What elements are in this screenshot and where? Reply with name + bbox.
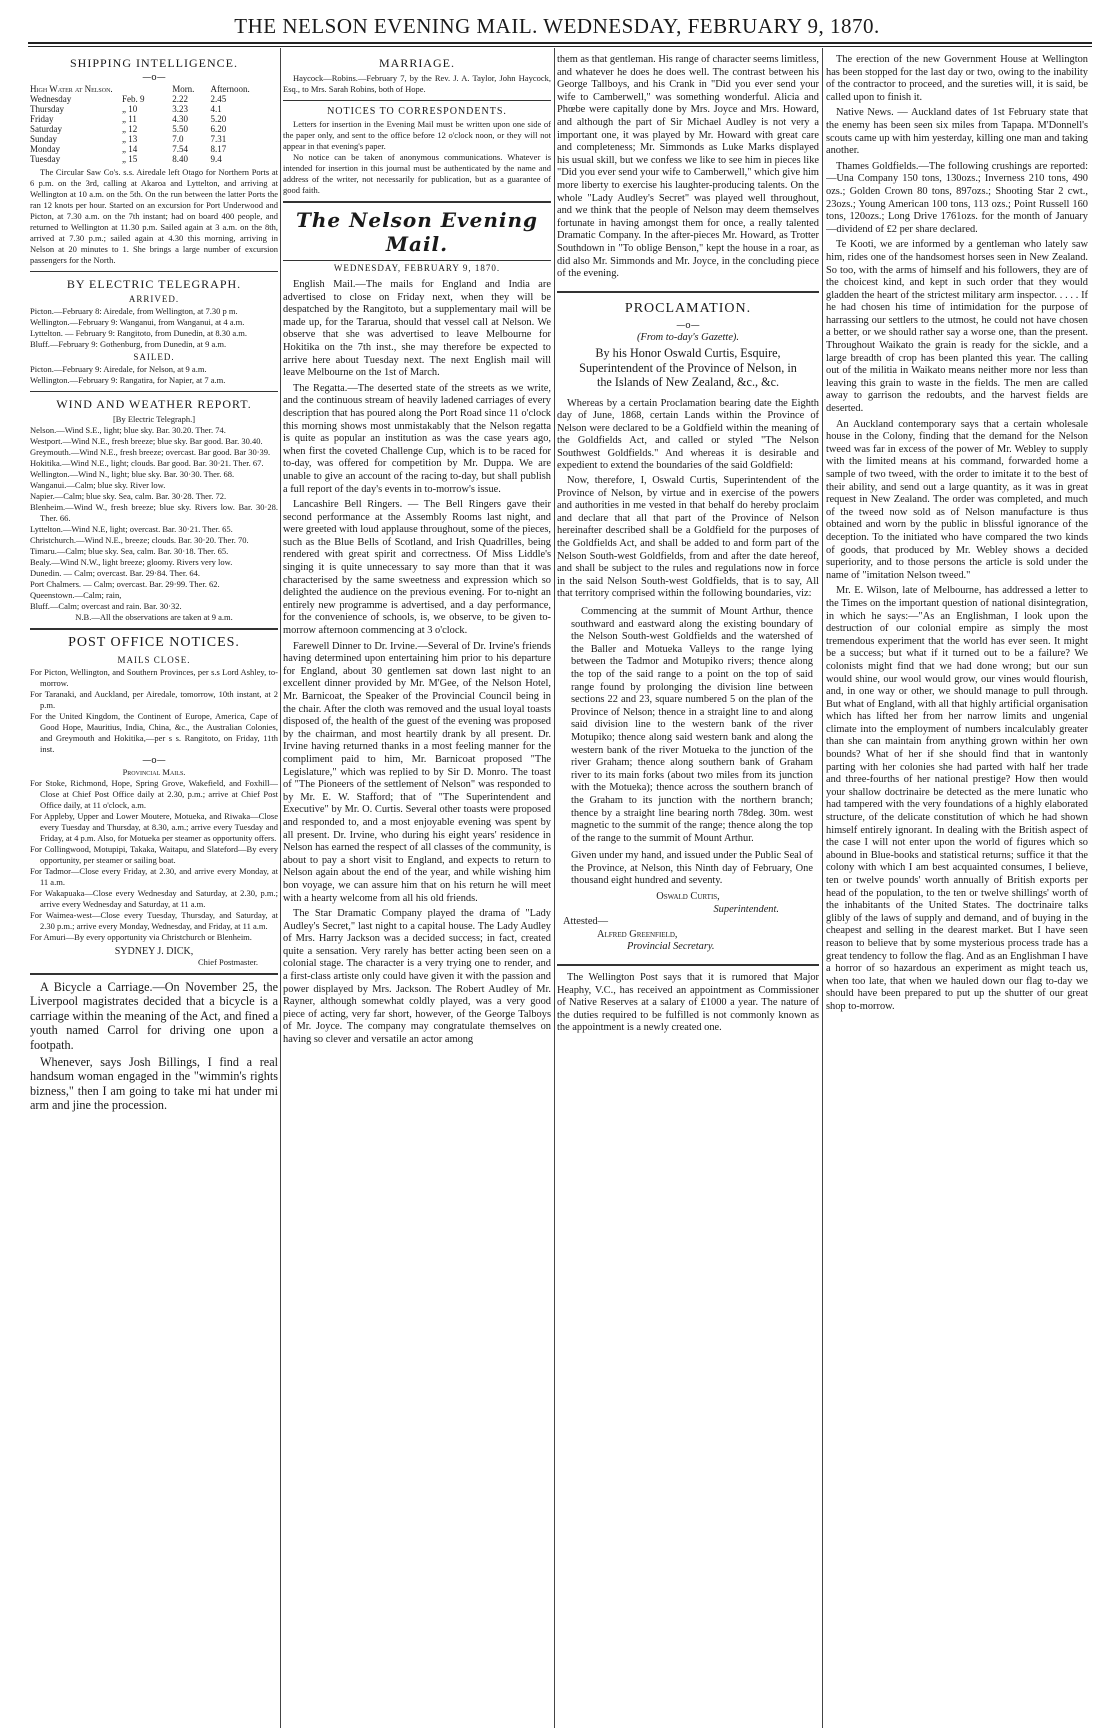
article-paragraph: Te Kooti, we are informed by a gentleman who lately saw him, rides one of the handsomest horses seen in New Zealand. So too, with the arms of himself and his followers, they are of the choicest kind, and kept in such order that they would gladden the heart of the strictest military arm inspector. . . . . If he had chosen his time of intimidation for the purpose of harrassing our settlers to the utmost, he could not have chosen a better, or we should rather say a worse one, than the present. Throughout Waikato the grain is ready for the sickle, and a large breadth of crop has been planted this year. The calling out of the militia in Waikato means neither more nor less than leaving this grain to waste in the fields. The men are called away to garrison the redoubts, and the harvest fields are deserted. bbox=[826, 239, 1088, 415]
signature: Oswald Curtis, bbox=[656, 891, 720, 903]
table-cell: 7.54 bbox=[172, 144, 188, 154]
proclamation-source: (From to-day's Gazette). bbox=[637, 331, 739, 343]
table-header: Morn. bbox=[172, 84, 195, 94]
subheading: MAILS CLOSE. bbox=[117, 655, 191, 665]
divider bbox=[30, 973, 278, 975]
masthead bbox=[0, 0, 1114, 39]
divider bbox=[30, 628, 278, 630]
table-cell: Friday bbox=[30, 114, 54, 124]
article-paragraph: The erection of the new Government House at Wellington has been stopped for the last day or two, owing to the inability of the contractor to proceed, and the sureties will, it is said, be called upon to finish it. bbox=[826, 54, 1088, 103]
subheading: SAILED. bbox=[133, 352, 175, 362]
section-heading: WIND AND WEATHER REPORT. bbox=[56, 397, 252, 411]
section-heading: BY ELECTRIC TELEGRAPH. bbox=[66, 277, 242, 291]
table-cell: 7.0 bbox=[172, 134, 184, 144]
list-item: Blenheim.—Wind W., fresh breeze; blue sky. Rivers low. Bar. 30·28. Ther. 66. bbox=[30, 502, 278, 523]
list-item: Port Chalmers. — Calm; overcast. Bar. 29·99. Ther. 62. bbox=[30, 579, 220, 589]
table-cell: „ 12 bbox=[122, 124, 138, 134]
table-header-row bbox=[30, 84, 278, 94]
table-cell: Sunday bbox=[30, 134, 57, 144]
newspaper-flag: The Nelson Evening Mail. bbox=[295, 208, 539, 256]
proclamation-by: By his Honor Oswald Curtis, Esquire, Superintendent of the Province of Nelson, in the Islands of New Zealand, &c., &c. bbox=[579, 346, 797, 390]
article-paragraph: Native News. — Auckland dates of 1st February state that the enemy has been seen six miles from Tapapa. M'Donnell's scouts came up with him yesterday, killing one man and taking another. bbox=[826, 107, 1088, 157]
column-2 bbox=[283, 54, 551, 1730]
masthead-rule-thin bbox=[28, 46, 1092, 47]
column-4 bbox=[826, 54, 1088, 1730]
table-cell: „ 11 bbox=[122, 114, 137, 124]
list-item: Hokitika.—Wind N.E., light; clouds. Bar good. Bar. 30·21. Ther. 67. bbox=[30, 458, 264, 468]
notice-paragraph: Letters for insertion in the Evening Mail must be written upon one side of the paper only, and sent to the office before 12 o'clock noon, or they will not appear in that evening's paper. bbox=[283, 119, 551, 151]
list-item: Lyttelton.—Wind N.E, light; overcast. Bar. 30·21. Ther. 65. bbox=[30, 524, 233, 534]
table-cell: „ 15 bbox=[122, 154, 138, 164]
column-divider bbox=[280, 48, 281, 1728]
newspaper-title: THE NELSON EVENING MAIL. WEDNESDAY, FEBRUARY 9, 1870. bbox=[234, 14, 880, 38]
list-item: Wanganui.—Calm; blue sky. River low. bbox=[30, 480, 166, 490]
separator: —o— bbox=[142, 73, 166, 83]
masthead-rule bbox=[28, 42, 1092, 44]
article-paragraph: A Bicycle a Carriage.—On November 25, the Liverpool magistrates decided that a bicycle is a carriage within the meaning of the Act, and fined a youth named Carrol for driving one upon a footpath. bbox=[30, 980, 278, 1052]
divider bbox=[30, 271, 278, 272]
table-cell: Monday bbox=[30, 144, 60, 154]
table-cell: Saturday bbox=[30, 124, 62, 134]
article-paragraph: An Auckland contemporary says that a certain wholesale house in the Colony, finding that the demand for the Nelson tweed was far in excess of the power of Mr. Webley to supply with the limited means at his command, forwarded home a sample of two tweed, with the order to imitate it to the best of their ability, and send out a large quantity, as it was in great request in New Zealand. The order was completed, and much of the tweed now sold as of Nelson manufacture is thus obtained and worn by the public in blissful ignorance of the deception. To the initiated who have compared the two kinds of goods, that produced by Mr. Webley shows a decided superiority, and to those persons the article is sold under the name of "imitation Nelson tweed." bbox=[826, 418, 1088, 581]
table-cell: „ 14 bbox=[122, 144, 138, 154]
table-cell: 8.17 bbox=[210, 144, 227, 154]
table-cell: Wednesday bbox=[30, 94, 72, 104]
table-row bbox=[30, 124, 278, 134]
list-item: Picton.—February 8: Airedale, from Wellington, at 7.30 p m. bbox=[30, 306, 238, 316]
table-cell: 9.4 bbox=[210, 154, 222, 164]
table-row bbox=[30, 154, 278, 164]
section-heading: NOTICES TO CORRESPONDENTS. bbox=[327, 106, 507, 117]
table-cell: 4.30 bbox=[172, 114, 188, 124]
column-divider bbox=[822, 48, 823, 1728]
list-item: For Picton, Wellington, and Southern Provinces, per s.s Lord Ashley, to-morrow. bbox=[30, 667, 278, 688]
divider bbox=[283, 201, 551, 203]
list-item: Bluff.—Calm; overcast and rain. Bar. 30·32. bbox=[30, 601, 182, 611]
notice-paragraph: Haycock—Robins.—February 7, by the Rev. J. A. Taylor, John Haycock, Esq., to Mrs. Sarah Robins, both of Hope. bbox=[283, 73, 551, 94]
divider bbox=[283, 260, 551, 261]
list-item: Timaru.—Calm; blue sky. Sea, calm. Bar. 30·18. Ther. 65. bbox=[30, 546, 229, 556]
subheading: Provincial Mails. bbox=[122, 767, 186, 777]
list-item: For Wakapuaka—Close every Wednesday and Saturday, at 2.30, p.m.; arrive every Wednesday and Saturday, at 11 a.m. bbox=[30, 888, 278, 909]
dateline: WEDNESDAY, FEBRUARY 9, 1870. bbox=[333, 263, 501, 273]
article-paragraph: The Wellington Post says that it is rumored that Major Heaphy, V.C., has received an appointment as Commissioner of Native Reserves at a salary of £1000 a year. The nature of the duties required to be fulfilled is not commonly known as the appointment is a newly created one. bbox=[557, 972, 819, 1034]
table-cell: 8.40 bbox=[172, 154, 188, 164]
table-row bbox=[30, 144, 278, 154]
table-header: Afternoon. bbox=[210, 84, 250, 94]
proclamation-boundary: Commencing at the summit of Mount Arthur, thence southward and eastward along the existing boundary of the Nelson South-west Goldfields and the watershed of the Baller and Motueka Valleys to the range lying between the Tadmor and Motupiko rivers; thence along the top of the said range to a point on the top of said range found by prolonging the division line between sections 22 and 23, square numbered 5 on the plan of the Province of Nelson; thence in a straight line to and along said division line to the western bank of the river Motupiko; thence along said western bank and along the western bank of the river Motueka to the junction of the river Graham; thence along southern bank of Graham river to its main forks (about two miles from its junction with the Motueka); thence across the southern branch of the Graham to its junction with the northern branch; thence by a straight line bearing north 78deg. 30m. west magnetic to the summit of the range; thence along the top of the range to the summit of Mount Arthur. bbox=[571, 606, 813, 844]
article-paragraph: The Star Dramatic Company played the drama of "Lady Audley's Secret," last night to a capital house. The Lady Audley of Mrs. Harry Jackson was a decided success; in fact, created quite a sensation. Very rarely has better acting been seen on a colonial stage. The character is a very trying one to render, and a first-class artiste only could have given it with the passion and power displayed by Mrs. Jackson. The Robert Audley of Mr. Rayner, although somewhat coldly played, was a very good piece of acting, very far short, however, of the George Talboys of Mr. Joyce. The company may congratulate themselves on having so clever and versatile an actor among bbox=[283, 908, 551, 1046]
weather-note: N.B.—All the observations are taken at 9 a.m. bbox=[75, 612, 233, 622]
divider bbox=[557, 964, 819, 966]
table-header: High Water at Nelson. bbox=[30, 84, 113, 94]
list-item: Bealy.—Wind N.W., light breeze; gloomy. Rivers very low. bbox=[30, 557, 233, 567]
attested-label: Attested— bbox=[563, 916, 609, 928]
article-paragraph: Farewell Dinner to Dr. Irvine.—Several of Dr. Irvine's friends having determined upon entertaining him prior to his departure for England, about 30 gentlemen sat down last night to an excellent dinner provided by Mr. M'Gee, of the Nelson Hotel, Mr. Barnicoat, the Speaker of the Provincial Council being in the chair. After the cloth was removed and the usual loyal toasts disposed of, the health of the guest of the evening was proposed by the chairman, and most heartily drank by all present. Dr. Irvine having returned thanks in a most feeling manner for the compliment paid to him, Mr. Barnicoat proposed "The Legislature," which was replied to by Sir D. Monro. The toast of "The Pioneers of the settlement of Nelson" was responded to by Mr. E. W. Stafford; that of "The Superintendent and Executive" by Mr. O. Curtis. Several other toasts were proposed and responded to, and a most enjoyable evening was spent by all present. Dr. Irvine, who during his eight years' residence in Nelson has earned the respect of all classes of the community, is about to pay a short visit to England, and expects to return to Nelson again about the end of the year, and while wishing him bon voyage, we can assure him that on his return he will meet with a hearty welcome from all his old friends. bbox=[283, 640, 551, 904]
column-1 bbox=[30, 54, 278, 1730]
subheading: [By Electric Telegraph.] bbox=[112, 414, 196, 424]
list-item: Wellington.—February 9: Rangatira, for Napier, at 7 a.m. bbox=[30, 375, 226, 385]
article-paragraph: Mr. E. Wilson, late of Melbourne, has addressed a letter to the Times on the important question of national disintegration, in which he says:—"As an Englishman, I look upon the destruction of our colonial empire as simply the most tremendous experiment that the world has ever seen. It might be a success; but what if it turned out to be a failure? We colonists might find that we had done wrong; but our sun would shine, our wool would grow, our vines would flourish, and, in one way or other, we should manage to pull through. But what of England, with all that highly artificial organisation which has lifted her from her narrow limits and ungenial climate into the employment of numbers incalculably greater than she can maintain from anything grown within her own bounds? What of her if she should find that in wantonly parting with her colonies she had parted with half her trade and three-fourths of her national prestige? How then would your shallow doctrinaire be detected as the mere lunatic who had tampered with the very foundations of a highly elaborated structure, of the delicate constitution of which he had shown himself entirely ignorant. In dealing with the British aspect of the case I will not enter upon the world of figures which so abound in Blue-books and statistical returns; suffice it that the colony with which I am best acquainted consumes, I believe, ten or twelve pounds' worth annually of British exports per head of the population, to the ten or twelve shillings' worth of the inhabitants of the United States. The doctrinaire talks glibly of the laws of supply and demand, and of buying in the cheapest and selling in the dearest market. But I have seen reason to believe that by some mysterious process trade has a great tendency to follow the flag. And as an Englishman I have a horror of so hazardous an experiment as might teach us, when too late, that when we hauled down our flag to-day we should have been prepared to put up the shutter of our great shop to-morrow. bbox=[826, 585, 1088, 1012]
section-heading: SHIPPING INTELLIGENCE. bbox=[70, 56, 238, 70]
article-paragraph: English Mail.—The mails for England and India are advertised to close on Friday next, when they will be despatched by the Rangitoto, but a supplementary mail will be made up, for the Tararua, should that vessel call at Nelson. We observe that she was advertised to leave Melbourne for Hokitika on the 7th inst., she may therefore be expected to arrive here about Tuesday next. The next English mail will leave Melbourne on the 1st of March. bbox=[283, 279, 551, 379]
table-cell: „ 10 bbox=[122, 104, 138, 114]
article-paragraph: Whenever, says Josh Billings, I find a real handsum woman engaged in the "wimmin's rights bizness," then I am going to take mi hat under mi arm and jine the procession. bbox=[30, 1055, 278, 1113]
notice-paragraph: No notice can be taken of anonymous communications. Whatever is intended for insertion in this journal must be authenticated by the name and address of the writer, not necessarily for publication, but as a guarantee of good faith. bbox=[283, 152, 551, 195]
section-heading: POST OFFICE NOTICES. bbox=[68, 635, 240, 650]
separator: —o— bbox=[142, 756, 166, 766]
proclamation-paragraph: Now, therefore, I, Oswald Curtis, Superintendent of the Province of Nelson, by virtue and in exercise of the powers and authorities in me vested in that behalf do hereby proclaim and declare that all that part of the Province of Nelson hereinafter described shall be a Goldfield for the purposes of the Goldfields Act, and shall be added to and form part of the Nelson South-west Goldfields, from and after the date hereof, and shall be subject to the rules and regulations now in force in the said Nelson South-west Goldfields, that is to say, All that territory comprised within the following boundaries, viz: bbox=[557, 475, 819, 600]
table-cell: Feb. 9 bbox=[122, 94, 145, 104]
section-heading: PROCLAMATION. bbox=[624, 300, 752, 316]
list-item: For Waimea-west—Close every Tuesday, Thursday, and Saturday, at 2.30 p.m.; arrive every Monday, Wednesday, and Friday, at 11 a.m. bbox=[30, 910, 278, 931]
article-paragraph: them as that gentleman. His range of character seems limitless, and whatever he does he does well. The contrast between his George Tallboys, and his Crank in "Did you ever send your wife to Camberwell," was something wonderful. Alicia and Phœbe were capitally done by Mrs. Joyce and Mrs. Howard, and although the part of Sir Michael Audley is not very a important one, it was played by Mr. Howard with great care and completeness; Mr. Simmonds as Luke Marks displayed his usual skill, but we confess we like to see him in pieces like "Did you ever send your wife to Camberwell," which give him more liberty to exercise his laughter-producing talents. On the whole "Lady Audley's Secret" was played well throughout, and we think that the people of Nelson may deem themselves fortunate in having amongst them for once, a really talented Dramatic Company. In the after-pieces Mr. Howard, as Trotter Southdown in "To oblige Benson," kept the house in a roar, as did also Mr. Simmonds and Mr. Joyce, in the concluding piece of the evening. bbox=[557, 54, 819, 280]
list-item: Wellington.—Wind N., light; blue sky. Bar. 30·30. Ther. 68. bbox=[30, 469, 235, 479]
list-item: Westport.—Wind N.E., fresh breeze; blue sky. Bar good. Bar. 30.40. bbox=[30, 436, 263, 446]
table-cell: Tuesday bbox=[30, 154, 61, 164]
signature-title: Superintendent. bbox=[713, 903, 779, 915]
list-item: For Amuri—By every opportunity via Christchurch or Blenheim. bbox=[30, 932, 252, 942]
table-cell: 2.45 bbox=[210, 94, 227, 104]
list-item: For Collingwood, Motupipi, Takaka, Waitapu, and Slateford—By every opportunity, per steamer or sailing boat. bbox=[30, 844, 278, 865]
signature: Alfred Greenfield, bbox=[597, 928, 678, 940]
table-cell: 6.20 bbox=[210, 124, 227, 134]
column-3 bbox=[557, 54, 819, 1730]
article-paragraph: The Regatta.—The deserted state of the streets as we write, and the continuous stream of heavily ladened carriages of every description that has poured along the Port Road since 11 o'clock this morning shows most unmistakably that the Nelson regatta is quite as popular an institution as was the case years ago, when first the coveted Challenge Cup, which is to be raced for to-day, was offered for competition by Mr. Duppa. We are unable to give an account of the racing to-day, but shall publish a full report of the day's events in to-morrow's issue. bbox=[283, 382, 551, 495]
list-item: Napier.—Calm; blue sky. Sea, calm. Bar. 30·28. Ther. 72. bbox=[30, 491, 227, 501]
tide-table bbox=[30, 84, 278, 164]
column-divider bbox=[554, 48, 555, 1728]
proclamation-given: Given under my hand, and issued under the Public Seal of the Province, at Nelson, this Ninth day of February, One thousand eight hundred and seventy. bbox=[571, 850, 813, 887]
table-cell: 7.31 bbox=[210, 134, 227, 144]
divider bbox=[283, 100, 551, 101]
table-cell: 3.23 bbox=[172, 104, 188, 114]
table-cell: 4.1 bbox=[210, 104, 222, 114]
shipping-paragraph: The Circular Saw Co's. s.s. Airedale left Otago for Northern Ports at 6 p.m. on the 3rd, calling at Akaroa and Lyttelton, and arriving at Wellington at 10 a.m. on the 5th. On the run between the latter Ports the ran 12 knots per hour. Started on an excursion for Port Underwood and Picton, at 7.30 a.m. on the 7th instant; had on board 400 people, and returned to Wellington at 11.30 p.m. Sailed again at 3 a.m. on the 8th, arrived at 7.30 p.m.; sailed again at 4.30 this morning, arriving in Nelson at 20 minutes to 1. She brings a large number of excursion passengers for the North. bbox=[30, 167, 278, 265]
table-cell: 5.50 bbox=[172, 124, 188, 134]
table-row bbox=[30, 134, 278, 144]
signature-title: Chief Postmaster. bbox=[198, 957, 258, 967]
table-cell: Thursday bbox=[30, 104, 64, 114]
divider bbox=[557, 291, 819, 293]
list-item: Bluff.—February 9: Gothenburg, from Dunedin, at 9 a.m. bbox=[30, 339, 227, 349]
list-item: For the United Kingdom, the Continent of Europe, America, Cape of Good Hope, Mauritius, India, China, &c., the Australian Colonies, and Greymouth and Hokitika,—per s s. Rangitoto, on Friday, 11th inst. bbox=[30, 711, 278, 754]
list-item: For Stoke, Richmond, Hope, Spring Grove, Wakefield, and Foxhill—Close at Chief Post Office daily at 2.30, p.m.; arrive at Chief Post Office daily, at 11 o'clock, a.m. bbox=[30, 778, 278, 810]
separator: —o— bbox=[676, 320, 700, 331]
table-row bbox=[30, 114, 278, 124]
list-item: Wellington.—February 9: Wanganui, from Wanganui, at 4 a.m. bbox=[30, 317, 245, 327]
list-item: Christchurch.—Wind N.E., breeze; clouds. Bar. 30·20. Ther. 70. bbox=[30, 535, 249, 545]
list-item: Picton.—February 9: Airedale, for Nelson, at 9 a.m. bbox=[30, 364, 207, 374]
list-item: Nelson.—Wind S.E., light; blue sky. Bar. 30.20. Ther. 74. bbox=[30, 425, 226, 435]
list-item: Queenstown.—Calm; rain, bbox=[30, 590, 122, 600]
table-cell: 2.22 bbox=[172, 94, 188, 104]
table-cell: „ 13 bbox=[122, 134, 138, 144]
list-item: For Tadmor—Close every Friday, at 2.30, and arrive every Monday, at 11 a.m. bbox=[30, 866, 278, 887]
divider bbox=[30, 391, 278, 392]
proclamation-paragraph: Whereas by a certain Proclamation bearing date the Eighth day of June, 1868, certain Lands within the Province of Nelson were declared to be a Goldfield within the meaning of the Goldfields Act, and called or styled "The Nelson Southwest Goldfields." And whereas it is desirable and expedient to extend the boundaries of the said Goldfield: bbox=[557, 397, 819, 472]
table-row bbox=[30, 94, 278, 104]
table-row bbox=[30, 104, 278, 114]
subheading: ARRIVED. bbox=[128, 294, 180, 304]
article-paragraph: Lancashire Bell Ringers. — The Bell Ringers gave their second performance at the Assembly Rooms last night, and were greeted with loud applause throughout, some of the pieces, such as the Blue Bells of Scotland, and Irish Quadrilles, being rendered with great spirit and correctness. Of Miss Liddle's singing it is quite unnecessary to say more than that it was characterised by the same sweetness and expression which so delighted the audience on the previous evening. For to-night an entirely new programme is advertised, and a day performance, for the convenience of schools, is, we observe, to be given to-morrow afternoon commencing at 3 o'clock. bbox=[283, 499, 551, 637]
list-item: For Taranaki, and Auckland, per Airedale, tomorrow, 10th instant, at 2 p.m. bbox=[30, 689, 278, 710]
signature: SYDNEY J. DICK, bbox=[114, 946, 194, 957]
section-heading: MARRIAGE. bbox=[378, 56, 455, 70]
list-item: Dunedin. — Calm; overcast. Bar. 29·84. Ther. 64. bbox=[30, 568, 201, 578]
article-paragraph: Thames Goldfields.—The following crushings are reported:—Una Company 150 tons, 130ozs.; Inverness 210 tons, 490 ozs.; Golden Crown 80 tons, 897ozs.; Shooting Star 2 cwt., 23ozs.; Young American 100 tons, 113 ozs.; Point Russell 160 tons, 120ozs.; Long Drive 1761ozs. for the month of January—dividend of £2 per share declared. bbox=[826, 160, 1088, 235]
list-item: Lyttelton. — February 9: Rangitoto, from Dunedin, at 8.30 a.m. bbox=[30, 328, 247, 338]
list-item: Greymouth.—Wind N.E., fresh breeze; overcast. Bar good. Bar 30·39. bbox=[30, 447, 271, 457]
list-item: For Appleby, Upper and Lower Moutere, Motueka, and Riwaka—Close every Tuesday and Thursday, at 8.30, a.m.; arrive every Tuesday and Friday, at 4 p.m. Also, for Motueka per steamer as opportunity offers. bbox=[30, 811, 278, 843]
signature-title: Provincial Secretary. bbox=[627, 941, 715, 953]
table-cell: 5.20 bbox=[210, 114, 227, 124]
